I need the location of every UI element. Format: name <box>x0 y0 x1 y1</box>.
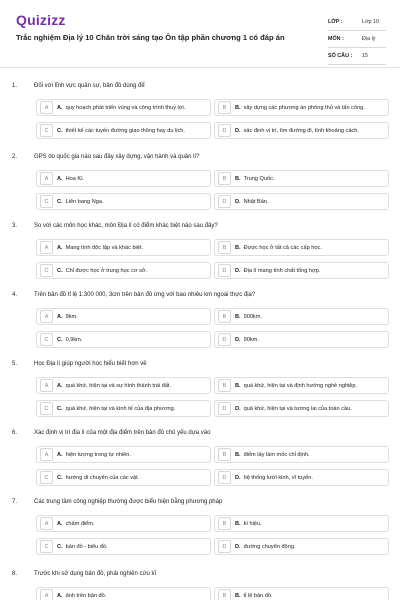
answer-options <box>12 170 390 214</box>
answer-option[interactable] <box>214 469 389 486</box>
option-text: quá khứ, hiện tại và kinh tế của địa phương. <box>65 405 176 412</box>
option-text: Nhật Bản. <box>243 198 269 205</box>
option-letter: B. <box>235 520 241 527</box>
meta-row-class <box>328 14 386 31</box>
answer-option[interactable] <box>214 193 389 210</box>
question-number: 6. <box>12 430 18 436</box>
option-letter-box: D <box>218 402 231 415</box>
answer-option[interactable] <box>214 239 389 256</box>
answer-options <box>12 446 390 490</box>
option-letter: A. <box>57 592 63 599</box>
option-letter-box: D <box>218 124 231 137</box>
meta-value: 15 <box>362 53 368 59</box>
answer-option[interactable] <box>36 400 211 417</box>
option-text: Chỉ được học ở trung học cơ sở. <box>65 267 148 274</box>
option-letter-box: D <box>218 264 231 277</box>
question-header <box>12 496 390 508</box>
question-header <box>12 427 390 439</box>
answer-options <box>12 239 390 283</box>
option-letter: B. <box>235 175 241 182</box>
question-text: So với các môn học khác, môn Địa lí có điểm khác biệt nào sau đây? <box>34 223 218 229</box>
answer-options <box>12 377 390 421</box>
meta-label: LỚP : <box>328 19 343 25</box>
option-letter-box: C <box>40 333 53 346</box>
option-letter: C. <box>57 198 63 205</box>
question-item <box>12 80 390 143</box>
question-number: 1. <box>12 83 18 89</box>
option-letter: B. <box>235 313 241 320</box>
answer-option[interactable] <box>214 262 389 279</box>
option-letter: D. <box>235 336 241 343</box>
answer-option[interactable] <box>36 377 211 394</box>
option-letter-box: A <box>40 448 53 461</box>
option-letter: A. <box>57 313 63 320</box>
option-letter: C. <box>57 127 63 134</box>
answer-option[interactable] <box>36 122 211 139</box>
answer-option[interactable] <box>214 446 389 463</box>
question-number: 2. <box>12 154 18 160</box>
answer-option[interactable] <box>214 538 389 555</box>
option-letter-box: A <box>40 310 53 323</box>
option-text: kí hiệu. <box>243 520 262 527</box>
option-letter: D. <box>235 267 241 274</box>
option-letter-box: A <box>40 101 53 114</box>
question-header <box>12 151 390 163</box>
option-letter-box: B <box>218 241 231 254</box>
answer-option[interactable] <box>214 587 389 600</box>
option-letter-box: C <box>40 264 53 277</box>
answer-options <box>12 515 390 559</box>
option-letter-box: B <box>218 379 231 392</box>
question-text: Các trung tâm công nghiệp thường được biểu hiện bằng phương pháp <box>34 499 223 505</box>
option-text: xác định vị trí, tìm đường đi, tính khoảng cách. <box>243 127 359 134</box>
question-item <box>12 220 390 283</box>
option-text: xây dựng các phương án phòng thủ và tấn công. <box>243 104 365 111</box>
option-letter: B. <box>235 451 241 458</box>
option-text: tỉ lệ bản đồ. <box>243 592 273 599</box>
question-header <box>12 289 390 301</box>
question-header <box>12 568 390 580</box>
option-letter-box: C <box>40 540 53 553</box>
question-text: Đối với lĩnh vực quân sự, bản đồ dùng để <box>34 83 145 89</box>
option-letter-box: D <box>218 540 231 553</box>
option-text: 9km. <box>65 313 78 320</box>
question-number: 3. <box>12 223 18 229</box>
option-text: Trung Quốc. <box>243 175 275 182</box>
option-letter-box: A <box>40 172 53 185</box>
option-letter: C. <box>57 336 63 343</box>
option-letter: B. <box>235 382 241 389</box>
option-letter-box: D <box>218 195 231 208</box>
question-number: 8. <box>12 571 18 577</box>
option-letter: C. <box>57 267 63 274</box>
option-text: 900km. <box>243 313 262 320</box>
meta-value: Lớp 10 <box>362 19 380 25</box>
option-text: ảnh trên bản đồ. <box>65 592 107 599</box>
answer-option[interactable] <box>36 239 211 256</box>
option-text: bản đồ - biểu đồ. <box>65 543 108 550</box>
meta-row-subject <box>328 31 386 48</box>
answer-option[interactable] <box>214 331 389 348</box>
option-letter: A. <box>57 175 63 182</box>
option-letter: B. <box>235 104 241 111</box>
question-item <box>12 496 390 559</box>
question-header <box>12 220 390 232</box>
option-letter: D. <box>235 198 241 205</box>
answer-option[interactable] <box>36 331 211 348</box>
answer-option[interactable] <box>214 515 389 532</box>
option-text: thiết kế các tuyến đường giao thông hay du lịch. <box>65 127 185 134</box>
question-text: Trên bản đồ tỉ lệ 1:300 000, 3cm trên bản đồ ứng với bao nhiêu km ngoài thực địa? <box>34 292 256 298</box>
answer-option[interactable] <box>36 308 211 325</box>
answer-option[interactable] <box>214 400 389 417</box>
option-letter-box: B <box>218 172 231 185</box>
option-letter: A. <box>57 451 63 458</box>
option-text: quy hoạch phát triển vùng và công trình thuỷ lợi. <box>65 104 186 111</box>
option-letter-box: B <box>218 517 231 530</box>
answer-option[interactable] <box>36 99 211 116</box>
option-text: quá khứ, hiện tại và định hướng nghề nghiệp. <box>243 382 358 389</box>
answer-option[interactable] <box>36 587 211 600</box>
question-item <box>12 427 390 490</box>
option-letter: A. <box>57 520 63 527</box>
answer-option[interactable] <box>36 262 211 279</box>
answer-option[interactable] <box>214 308 389 325</box>
answer-option[interactable] <box>214 122 389 139</box>
page-title: Trắc nghiệm Địa lý 10 Chân trời sáng tạo Ôn tập phần chương 1 có đáp án <box>16 33 285 42</box>
option-text: hệ thống lưới kinh, vĩ tuyến. <box>243 474 313 481</box>
option-letter-box: B <box>218 589 231 600</box>
option-text: đường chuyển động. <box>243 543 296 550</box>
option-letter-box: B <box>218 310 231 323</box>
option-text: Hoa Kì. <box>65 175 85 182</box>
question-item <box>12 568 390 600</box>
option-text: hướng di chuyển của các vật. <box>65 474 140 481</box>
question-item <box>12 151 390 214</box>
meta-label: MÔN : <box>328 36 344 42</box>
option-letter-box: A <box>40 517 53 530</box>
option-letter-box: B <box>218 448 231 461</box>
option-letter: D. <box>235 127 241 134</box>
question-number: 7. <box>12 499 18 505</box>
option-letter: A. <box>57 382 63 389</box>
option-letter-box: D <box>218 333 231 346</box>
option-letter: D. <box>235 543 241 550</box>
meta-panel <box>328 14 386 65</box>
option-letter: C. <box>57 405 63 412</box>
meta-row-count <box>328 48 386 65</box>
meta-value: Địa lý <box>362 36 376 42</box>
header-divider <box>0 67 400 68</box>
option-letter-box: C <box>40 195 53 208</box>
option-text: Địa lí mang tính chất tổng hợp. <box>243 267 321 274</box>
option-letter: C. <box>57 474 63 481</box>
option-letter-box: C <box>40 124 53 137</box>
question-text: Xác định vị trí địa lí của một địa điểm trên bản đồ chủ yếu dựa vào <box>34 430 211 436</box>
answer-option[interactable] <box>36 469 211 486</box>
quizizz-logo: Quizizz <box>16 12 66 28</box>
answer-options <box>12 99 390 143</box>
question-text: Học Địa lí giúp người học hiểu biết hơn về <box>34 361 147 367</box>
option-letter: B. <box>235 244 241 251</box>
option-letter-box: A <box>40 589 53 600</box>
answer-options <box>12 587 390 600</box>
answer-option[interactable] <box>36 538 211 555</box>
answer-options <box>12 308 390 352</box>
question-number: 4. <box>12 292 18 298</box>
option-text: 0,9km. <box>65 336 83 343</box>
option-text: điểm lấy làm mốc chỉ định. <box>243 451 310 458</box>
option-letter-box: A <box>40 379 53 392</box>
option-text: 90km. <box>243 336 259 343</box>
option-text: Được học ở tất cả các cấp học. <box>243 244 322 251</box>
option-letter: B. <box>235 592 241 599</box>
answer-option[interactable] <box>36 193 211 210</box>
option-text: Liên bang Nga. <box>65 198 104 205</box>
answer-option[interactable] <box>36 515 211 532</box>
option-letter-box: C <box>40 471 53 484</box>
answer-option[interactable] <box>214 170 389 187</box>
question-text: Trước khi sử dụng bản đồ, phải nghiên cứu kĩ <box>34 571 157 577</box>
option-letter-box: B <box>218 101 231 114</box>
answer-option[interactable] <box>36 170 211 187</box>
option-letter-box: D <box>218 471 231 484</box>
meta-label: SỐ CÂU : <box>328 53 353 59</box>
option-text: chấm điểm. <box>65 520 95 527</box>
answer-option[interactable] <box>214 377 389 394</box>
question-number: 5. <box>12 361 18 367</box>
answer-option[interactable] <box>214 99 389 116</box>
option-letter-box: A <box>40 241 53 254</box>
question-text: GPS do quốc gia nào sau đây xây dựng, vận hành và quản lí? <box>34 154 200 160</box>
question-item <box>12 358 390 421</box>
option-letter: A. <box>57 244 63 251</box>
question-header <box>12 80 390 92</box>
option-letter: D. <box>235 405 241 412</box>
option-letter: A. <box>57 104 63 111</box>
option-letter-box: C <box>40 402 53 415</box>
option-letter: C. <box>57 543 63 550</box>
answer-option[interactable] <box>36 446 211 463</box>
option-text: quá khứ, hiện tại và tương lai của toàn cầu. <box>243 405 352 412</box>
option-letter: D. <box>235 474 241 481</box>
option-text: hiện tượng trong tự nhiên. <box>65 451 131 458</box>
question-item <box>12 289 390 352</box>
option-text: Mang tính độc lập và khác biệt. <box>65 244 144 251</box>
option-text: quá khứ, hiện tại và sự hình thành trái đất. <box>65 382 172 389</box>
question-header <box>12 358 390 370</box>
